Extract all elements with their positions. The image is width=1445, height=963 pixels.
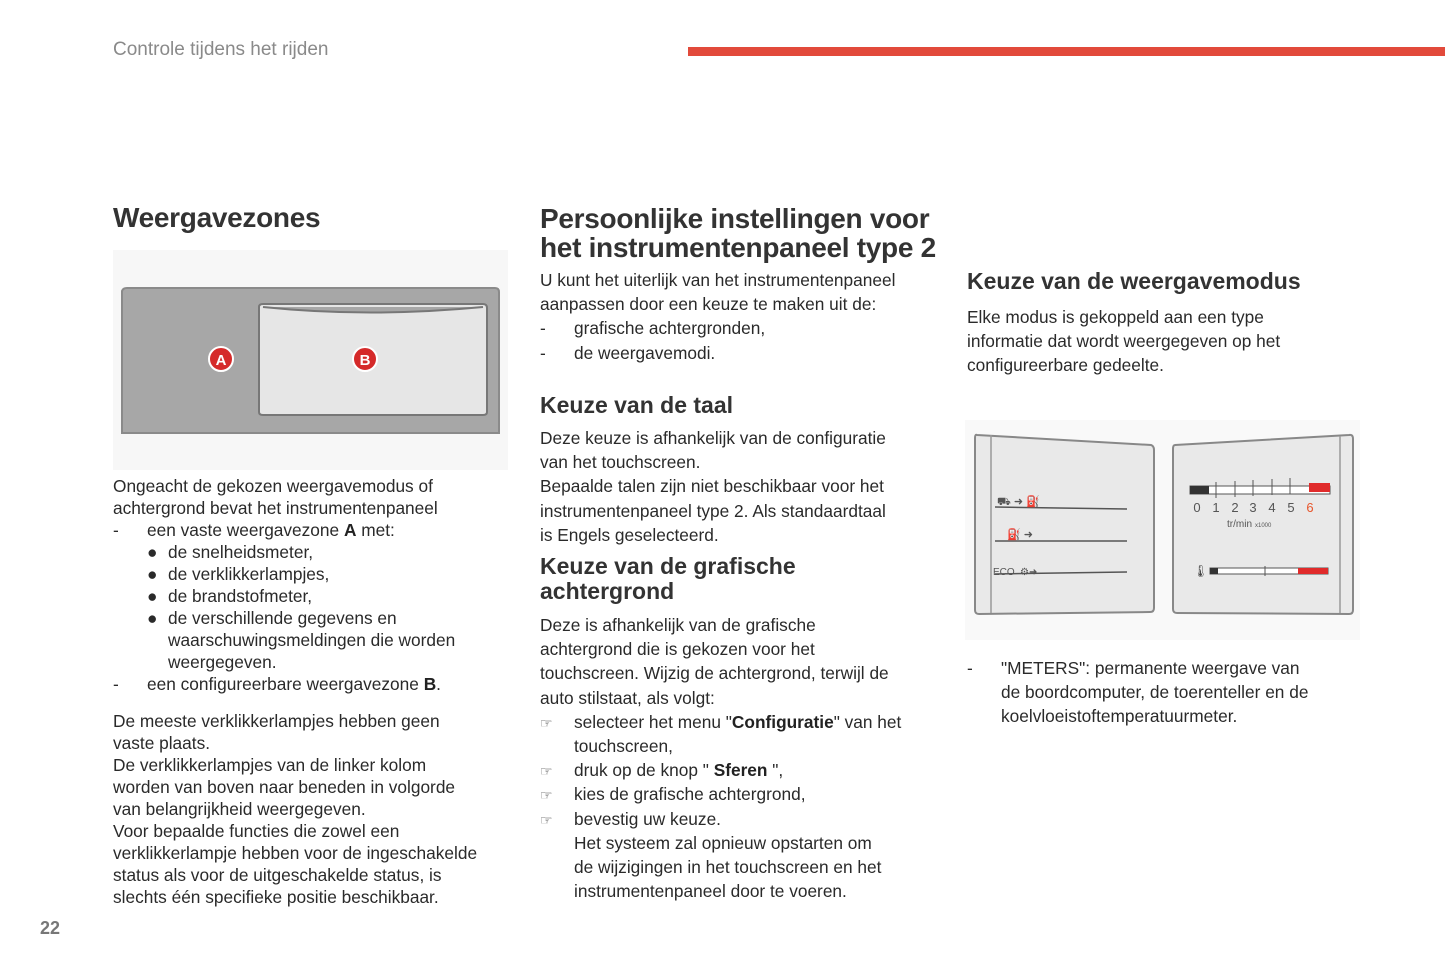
text-line: Persoonlijke instellingen voor [540, 203, 930, 234]
text-line: een configureerbare weergavezone [147, 674, 424, 694]
header-accent-bar [688, 47, 1445, 56]
language-heading: Keuze van de taal [540, 392, 734, 418]
text-line: met: [356, 520, 395, 540]
zone-a-marker [209, 347, 233, 371]
text-line: kies de grafische achtergrond, [574, 784, 806, 805]
text-line: - [113, 674, 119, 694]
text-line: tr/min [1227, 519, 1252, 530]
text-line: "METERS": permanente weergave van [1001, 658, 1300, 678]
intro-paragraph [540, 268, 895, 365]
step-item [540, 782, 901, 806]
meters-description [967, 656, 1308, 729]
text-line: de wijzigingen in het touchscreen en het [574, 856, 882, 877]
step-item [540, 710, 901, 734]
text-line: selecteer het menu " [574, 711, 732, 732]
text-line: Keuze van de grafische [540, 553, 796, 579]
text-line: is Engels geselecteerd. [540, 524, 719, 545]
pointing-hand-icon: ☞ [540, 811, 553, 828]
language-paragraph [540, 426, 886, 547]
text-line: Voor bepaalde functies die zowel een [113, 821, 400, 841]
text-line: 1 [1212, 500, 1220, 515]
text-line: 3 [1249, 500, 1257, 515]
step-item [540, 758, 901, 782]
text-line: Elke modus is gekoppeld aan een type [967, 307, 1264, 327]
text-line: een vaste weergavezone [147, 520, 344, 540]
text-line: touchscreen, [574, 735, 673, 756]
text-line: van het touchscreen. [540, 452, 701, 473]
list-item-zone-a [113, 519, 455, 541]
text-line: het instrumentenpaneel type 2 [540, 232, 936, 263]
text-line: instrumentenpaneel door te voeren. [574, 881, 847, 902]
text-line: achtergrond die is gekozen voor het [540, 639, 815, 660]
text-line: de snelheidsmeter, [168, 542, 314, 562]
pointing-hand-icon: ☞ [540, 787, 553, 804]
display-mode-paragraph [967, 305, 1280, 378]
text-line: B [359, 352, 371, 369]
list-item [540, 316, 895, 340]
text-line: x1000 [1255, 523, 1272, 529]
text-line: B [423, 674, 437, 694]
text-line: verklikkerlampje hebben voor de ingeschakelde [113, 843, 478, 863]
text-line: de weergavemodi. [574, 342, 716, 363]
text-line: koelvloeistoftemperatuurmeter. [1001, 706, 1238, 727]
pointing-hand-icon: ☞ [540, 763, 553, 780]
text-line: - [967, 658, 973, 678]
text-line: de verschillende gegevens en [168, 608, 397, 628]
zone-b-marker [353, 347, 377, 371]
zones-description [113, 475, 455, 695]
text-line: status als voor de uitgeschakelde status, is [113, 865, 442, 885]
text-line: A [215, 352, 227, 369]
text-line: bevestig uw keuze. [574, 808, 721, 829]
section-header: Controle tijdens het rijden [113, 39, 329, 60]
text-line: 5 [1287, 500, 1295, 515]
text-line: 6 [1306, 500, 1314, 515]
text-line: Het systeem zal opnieuw opstarten om [574, 832, 872, 853]
page-number: 22 [40, 918, 61, 938]
text-line: Deze keuze is afhankelijk van de configuratie [540, 428, 886, 448]
left-title: Weergavezones [113, 202, 321, 233]
text-line: slechts één specifieke positie beschikbaar. [113, 887, 439, 907]
text-line: A [343, 520, 357, 540]
text-line: - [113, 520, 119, 540]
pointing-hand-icon: ☞ [540, 714, 553, 731]
text-line: touchscreen. Wijzig de achtergrond, terwijl de [540, 663, 889, 684]
text-line: De verklikkerlampjes van de linker kolom [113, 755, 427, 775]
text-line: druk op de knop " [574, 760, 714, 781]
text-line: informatie dat wordt weergegeven op het [967, 331, 1281, 352]
text-line: - [540, 342, 546, 363]
display-zones-diagram [113, 250, 508, 470]
bullet-item: ● de verschillende gegevens en [147, 608, 397, 628]
car-icon: ⛟ ➜ ⛽ [997, 496, 1040, 508]
thermometer-icon: 🌡 [1193, 564, 1209, 578]
text-line: instrumentenpaneel type 2. Als standaardtaal [540, 500, 886, 521]
eco-label: ECO [993, 567, 1015, 578]
background-heading [540, 554, 796, 604]
list-item-zone-b [113, 673, 455, 695]
bullet-item: ● de verklikkerlampjes, [147, 564, 330, 584]
bullet-item: ● de brandstofmeter, [147, 586, 313, 606]
bullet-item: ● de snelheidsmeter, [147, 542, 314, 562]
text-line: Deze is afhankelijk van de grafische [540, 615, 816, 635]
text-line: auto stilstaat, als volgt: [540, 687, 715, 708]
svg-text:⚙➜: ⚙➜ [1020, 567, 1038, 578]
text-line: weergegeven. [168, 652, 277, 672]
list-item [540, 341, 895, 365]
text-line: Bepaalde talen zijn niet beschikbaar voor het [540, 476, 884, 497]
text-line: worden van boven naar beneden in volgorde [113, 777, 456, 797]
text-line: waarschuwingsmeldingen die worden [168, 630, 456, 650]
text-line: de brandstofmeter, [168, 586, 313, 606]
text-line: 4 [1268, 500, 1276, 515]
text-line: vaste plaats. [113, 733, 211, 753]
meters-mode-diagram [965, 420, 1360, 640]
text-line: achtergrond [540, 578, 675, 604]
text-line: configureerbare gedeelte. [967, 355, 1164, 376]
text-line: Ongeacht de gekozen weergavemodus of [113, 476, 433, 496]
text-line: " van het [833, 711, 902, 732]
text-line: grafische achtergronden, [574, 318, 766, 339]
text-line: U kunt het uiterlijk van het instrumentenpaneel [540, 270, 896, 290]
text-line: . [436, 674, 441, 694]
text-line: 2 [1231, 500, 1239, 515]
display-mode-heading: Keuze van de weergavemodus [967, 268, 1301, 294]
text-line: De meeste verklikkerlampjes hebben geen [113, 711, 440, 731]
text-line: 0 [1193, 500, 1201, 515]
background-paragraph [540, 613, 901, 903]
text-line: ", [767, 760, 784, 781]
text-line: aanpassen door een keuze te maken uit de: [540, 294, 877, 315]
step-item [540, 807, 901, 831]
text-line: de verklikkerlampjes, [168, 564, 330, 584]
middle-title [540, 204, 936, 262]
text-line: achtergrond bevat het instrumentenpaneel [113, 498, 438, 518]
fuel-can-icon: ⛽ ➜ [1007, 529, 1033, 541]
text-line: de boordcomputer, de toerenteller en de [1001, 682, 1309, 703]
text-line: van belangrijkheid weergegeven. [113, 799, 366, 819]
text-line: Configuratie [731, 711, 834, 732]
text-line: - [540, 318, 546, 339]
text-line: Sferen [713, 760, 768, 781]
warning-lamps-paragraph [113, 710, 477, 908]
